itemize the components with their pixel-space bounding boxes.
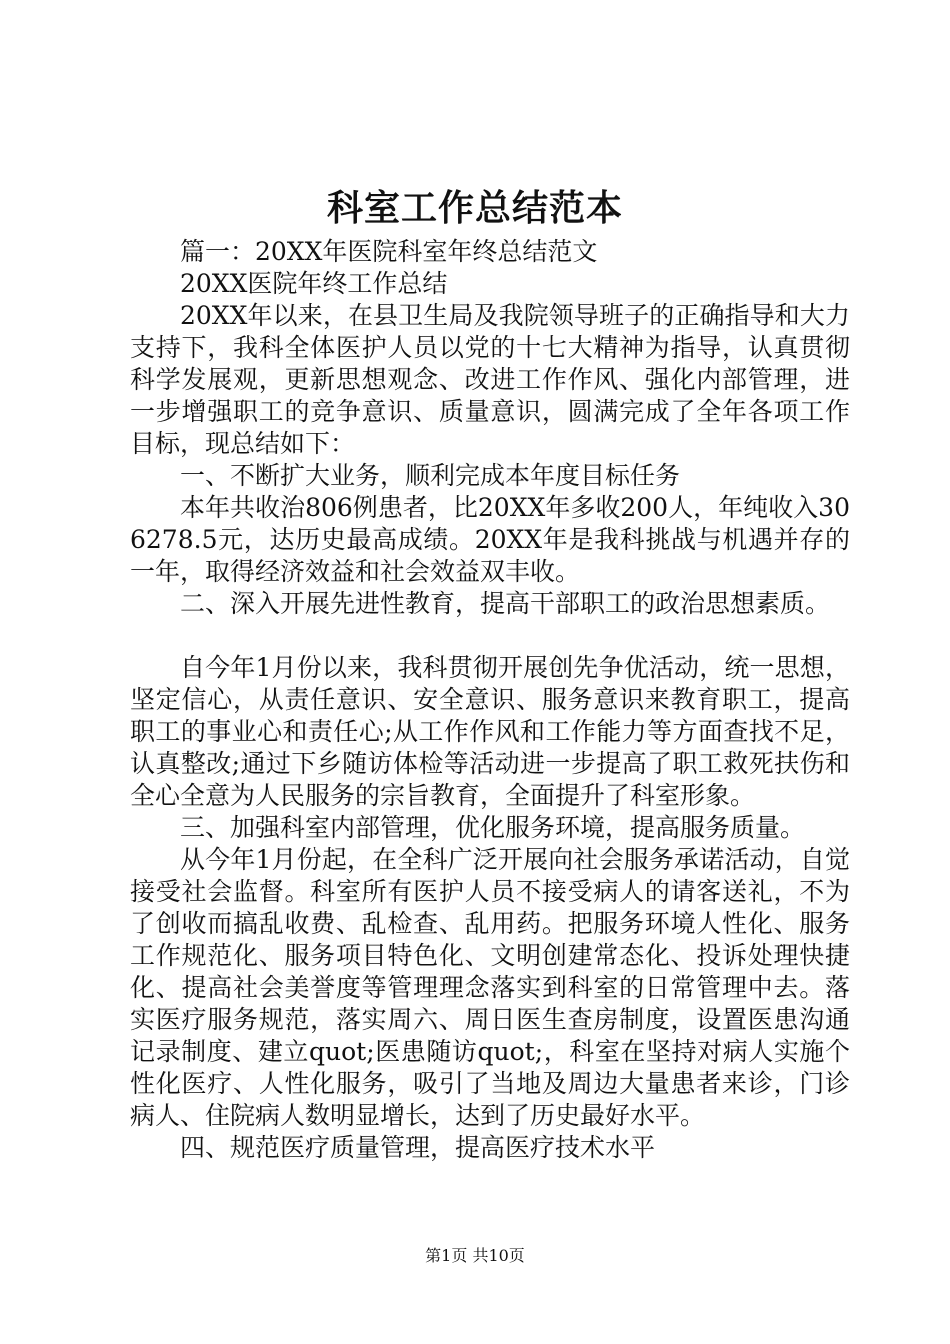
- paragraph-section-1: 本年共收治806例患者，比20XX年多收200人，年纯收入306278.5元，达历史最高成绩。20XX年是我科挑战与机遇并存的一年，取得经济效益和社会效益双丰收。: [130, 493, 850, 586]
- section-heading-3: 三、加强科室内部管理，优化服务环境，提高服务质量。: [180, 813, 806, 842]
- section-heading-1: 一、不断扩大业务，顺利完成本年度目标任务: [180, 461, 681, 490]
- paragraph-section-2: 自今年1月份以来，我科贯彻开展创先争优活动，统一思想，坚定信心，从责任意识、安全意识、服务意识来教育职工，提高职工的事业心和责任心;从工作作风和工作能力等方面查找不足，认真整改;通过下乡随访体检等活动进一步提高了职工救死扶伤和全心全意为人民服务的宗旨教育，全面提升了科室形象。: [130, 653, 850, 810]
- paragraph-report-title: 20XX医院年终工作总结: [180, 269, 448, 298]
- document-title: 科室工作总结范本: [326, 187, 623, 229]
- page-number-footer: 第1页 共10页: [425, 1246, 525, 1265]
- paragraph-article-heading: 篇一：20XX年医院科室年终总结范文: [180, 237, 598, 266]
- paragraph-section-3: 从今年1月份起，在全科广泛开展向社会服务承诺活动，自觉接受社会监督。科室所有医护人员不接受病人的请客送礼，不为了创收而搞乱收费、乱检查、乱用药。把服务环境人性化、服务工作规范化、服务项目特色化、文明创建常态化、投诉处理快捷化、提高社会美誉度等管理理念落实到科室的日常管理中去。落实医疗服务规范，落实周六、周日医生查房制度，设置医患沟通记录制度、建立quot;医患随访quot;，科室在坚持对病人实施个性化医疗、人性化服务，吸引了当地及周边大量患者来诊，门诊病人、住院病人数明显增长，达到了历史最好水平。: [130, 845, 850, 1130]
- section-heading-2: 二、深入开展先进性教育，提高干部职工的政治思想素质。: [180, 589, 831, 618]
- document-body: [130, 236, 850, 1164]
- section-heading-4: 四、规范医疗质量管理，提高医疗技术水平: [180, 1133, 656, 1162]
- paragraph-introduction: 20XX年以来，在县卫生局及我院领导班子的正确指导和大力支持下，我科全体医护人员以党的十七大精神为指导，认真贯彻科学发展观，更新思想观念、改进工作作风、强化内部管理，进一步增强职工的竞争意识、质量意识，圆满完成了全年各项工作目标，现总结如下：: [130, 301, 850, 458]
